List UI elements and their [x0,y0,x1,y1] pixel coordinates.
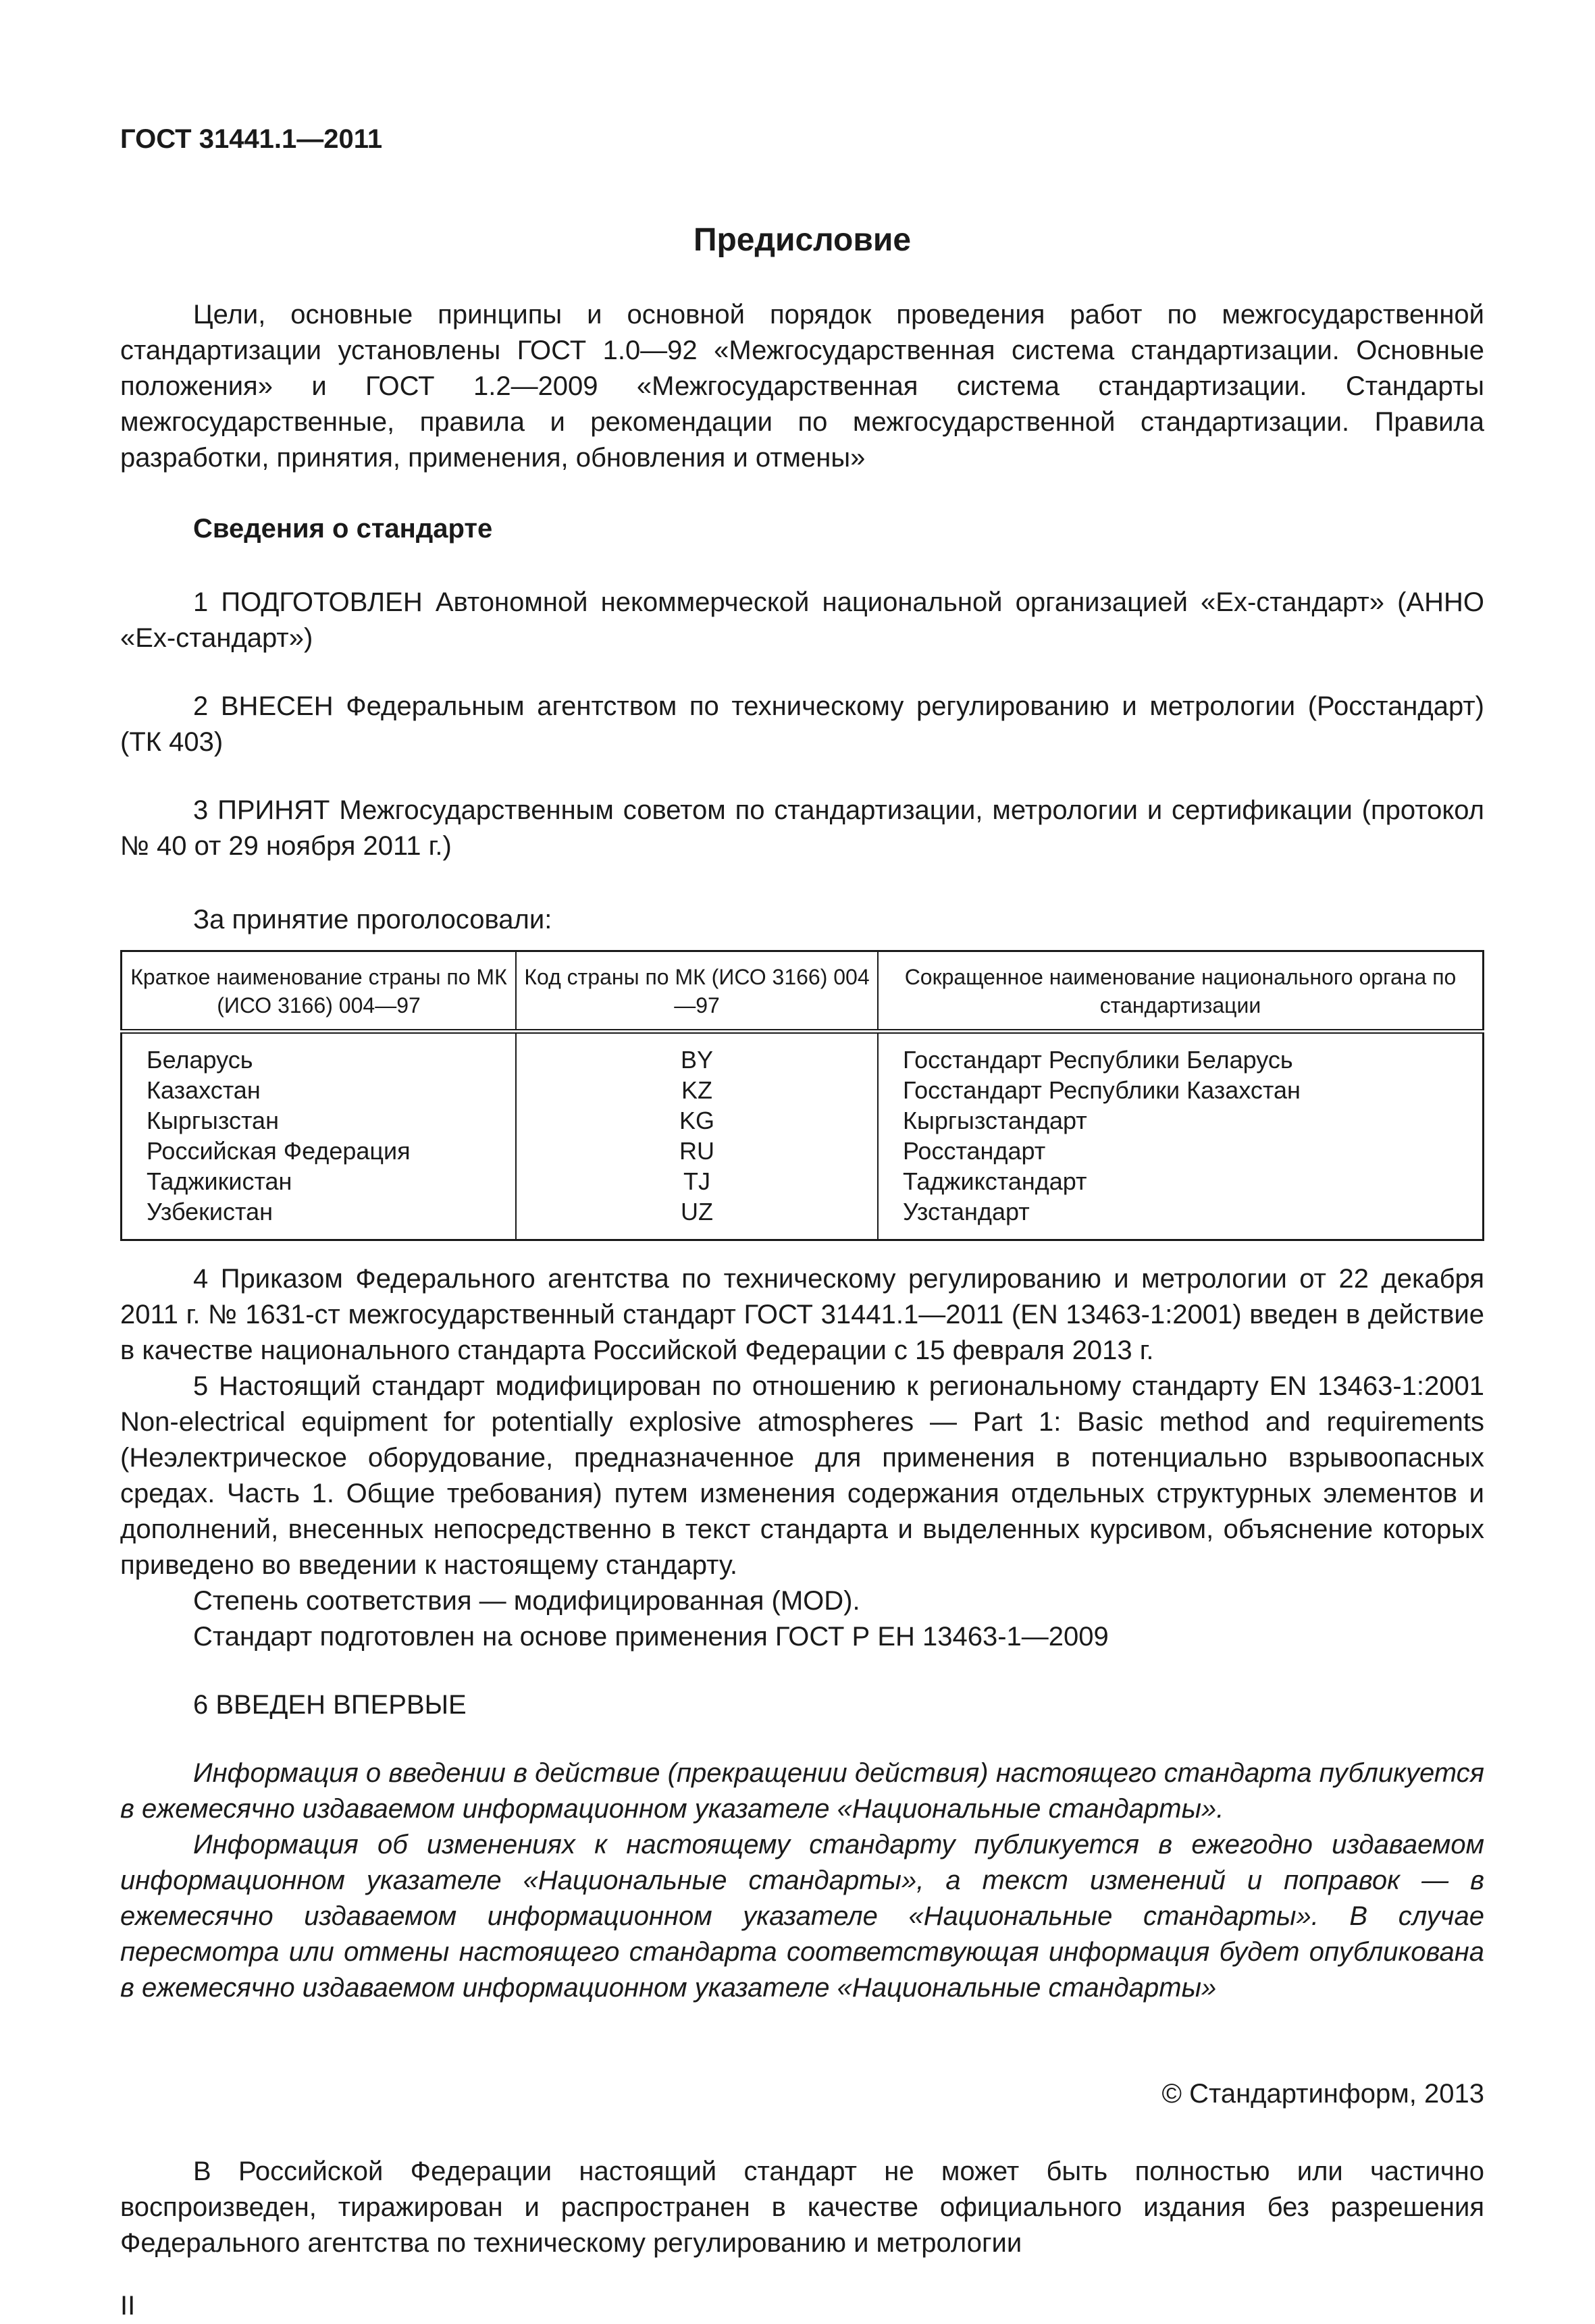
table-row [122,1105,1484,1136]
cell-org: Узстандарт [903,1198,1030,1225]
item-first: 6 ВВЕДЕН ВПЕРВЫЕ [193,1690,467,1720]
page-number: II [120,2291,136,2321]
item-prepared: 1 ПОДГОТОВЛЕН Автономной некоммерческой национальной организацией «Ех-стандарт» (АННО «Ех-стандарт») [120,587,1484,653]
intro-paragraph: Цели, основные принципы и основной порядок проведения работ по межгосударственной стандартизации установлены ГОСТ 1.0—92 «Межгосударственная система стандартизации. Основные положения» и ГОСТ 1.2—2009 «Межгосударственная система стандартизации. Стандарты межгосударственные, правила и рекомендации по межгосударственной стандартизации. Правила разработки, принятия, применения, обновления и отмены» [120,300,1484,473]
item-submitted: 2 ВНЕСЕН Федеральным агентством по техническому регулированию и метрологии (Росстандарт) (ТК 403) [120,691,1484,757]
item-modified: 5 Настоящий стандарт модифицирован по отношению к региональному стандарту EN 13463-1:2001 Non-electrical equipment for potentially explosive atmospheres — Part 1: Basic method and requirements (Неэлектрическое оборудование, предназначенное для применения в потенциально взрывоопасных средах. Часть 1. Общие требования) путем изменения содержания отдельных структурных элементов и дополнений, внесенных непосредственно в текст стандарта и выделенных курсивом, объяснение которых приведено во введении к настоящему стандарту. [120,1371,1484,1580]
header-country: Краткое наименование страны по МК (ИСО 3166) 004—97 [122,951,517,1032]
table-row [122,1166,1484,1196]
cell-code: RU [516,1136,878,1166]
vote-intro: За принятие проголосовали: [193,905,552,934]
table-row [122,1075,1484,1105]
cell-org: Таджикстандарт [903,1167,1087,1195]
cell-country: Казахстан [122,1075,517,1105]
vote-table-header-row [122,951,1484,1032]
page-title: Предисловие [693,222,912,258]
table-row [122,1136,1484,1166]
cell-code: UZ [516,1196,878,1240]
cell-country: Таджикистан [122,1166,517,1196]
cell-country: Беларусь [122,1032,517,1076]
cell-country: Узбекистан [122,1196,517,1240]
copyright-line: © Стандартинформ, 2013 [1161,2079,1484,2109]
cell-code: KG [516,1105,878,1136]
item-degree: Степень соответствия — модифицированная (MOD). [193,1586,860,1616]
header-code: Код страны по МК (ИСО 3166) 004—97 [516,951,878,1032]
document-page [120,122,1484,2324]
table-row [122,1032,1484,1076]
info-notice: Информация о введении в действие (прекращении действия) настоящего стандарта публикуется в ежемесячно издаваемом информационном указателе «Национальные стандарты». [120,1758,1484,1824]
item-adopted: 3 ПРИНЯТ Межгосударственным советом по стандартизации, метрологии и сертификации (протокол № 40 от 29 ноября 2011 г.) [120,795,1484,861]
cell-org: Госстандарт Республики Казахстан [903,1076,1301,1104]
cell-code: TJ [516,1166,878,1196]
vote-table [120,950,1484,1241]
cell-country: Российская Федерация [122,1136,517,1166]
item-basis: Стандарт подготовлен на основе применения ГОСТ Р ЕН 13463-1—2009 [193,1622,1109,1652]
cell-country: Кыргызстан [122,1105,517,1136]
changes-notice: Информация об изменениях к настоящему стандарту публикуется в ежегодно издаваемом информационном указателе «Национальные стандарты», а текст изменений и поправок — в ежемесячно издаваемом информационном указателе «Национальные стандарты». В случае пересмотра или отмены настоящего стандарта соответствующая информация будет опубликована в ежемесячно издаваемом информационном указателе «Национальные стандарты» [120,1830,1484,2003]
header-org: Сокращенное наименование национального органа по стандартизации [878,951,1484,1032]
table-row [122,1196,1484,1240]
cell-org: Госстандарт Республики Беларусь [903,1046,1293,1074]
cell-code: BY [516,1032,878,1076]
cell-org: Росстандарт [903,1137,1046,1165]
rights-notice: В Российской Федерации настоящий стандарт не может быть полностью или частично воспроизведен, тиражирован и распространен в качестве официального издания без разрешения Федерального агентства по техническому регулированию и метрологии [120,2157,1484,2258]
cell-org: Кыргызстандарт [903,1107,1087,1134]
section-heading: Сведения о стандарте [193,514,493,544]
cell-code: KZ [516,1075,878,1105]
document-code: ГОСТ 31441.1—2011 [120,124,383,154]
item-order: 4 Приказом Федерального агентства по техническому регулированию и метрологии от 22 декабря 2011 г. № 1631-ст межгосударственный стандарт ГОСТ 31441.1—2011 (EN 13463-1:2001) введен в действие в качестве национального стандарта Российской Федерации с 15 февраля 2013 г. [120,1264,1484,1365]
